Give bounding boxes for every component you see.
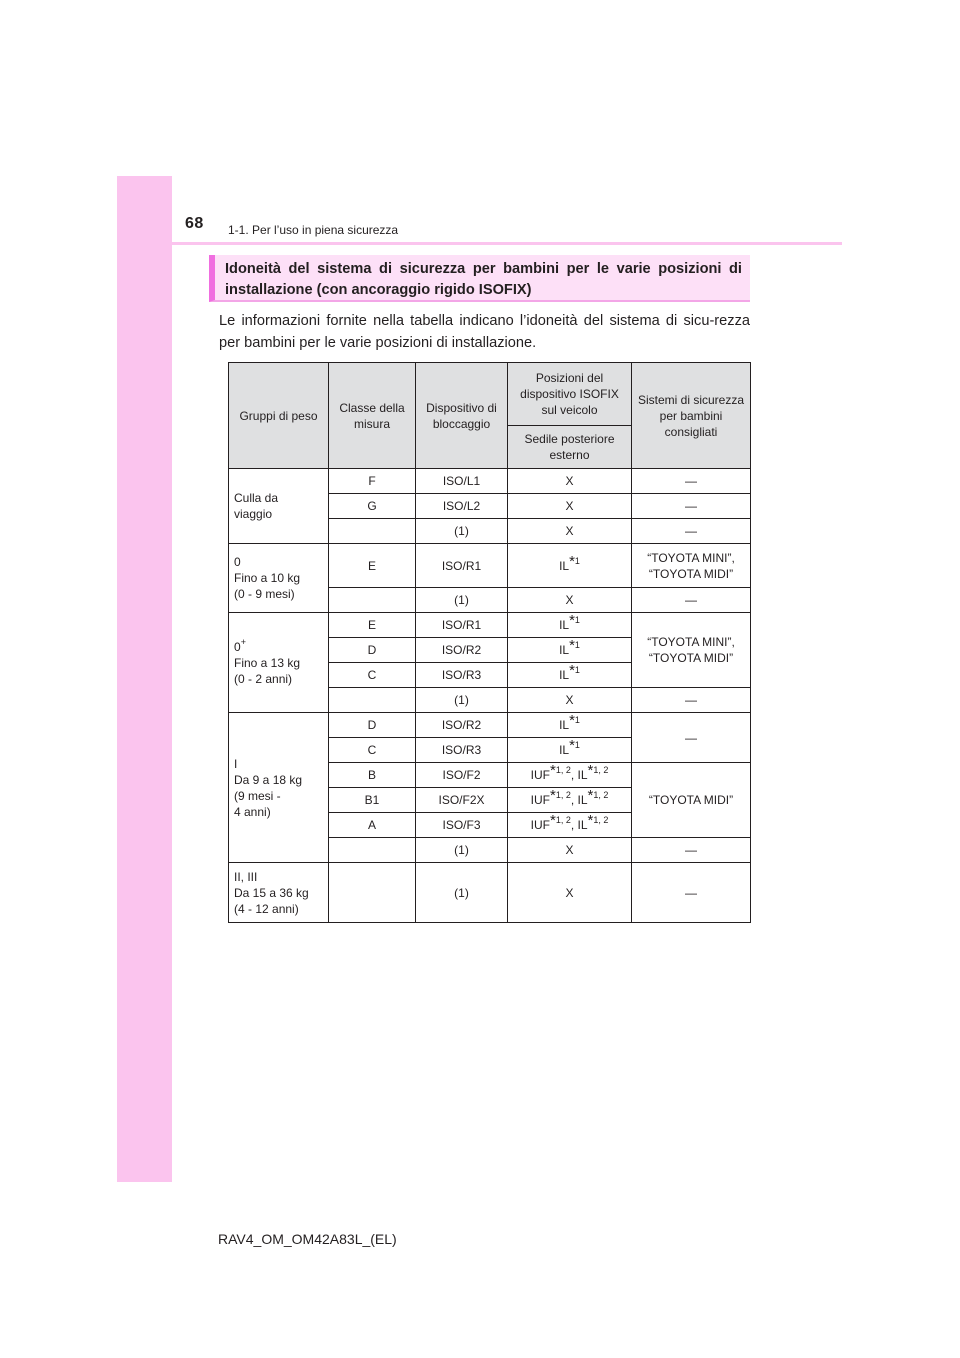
weight-group-0plus: 0+ Fino a 13 kg (0 - 2 anni) (229, 613, 329, 713)
table-row: A ISO/F3 IUF*$^{1, 2}$, IL*$^{1, 2}$ (229, 813, 751, 838)
table-row: (1) X — (229, 588, 751, 613)
weight-group-1: I Da 9 a 18 kg (9 mesi - 4 anni) (229, 713, 329, 863)
table-row: Culla da viaggio F ISO/L1 X — (229, 469, 751, 494)
table-row: C ISO/R3 IL*$^1$ (229, 738, 751, 763)
header-recommended: Sistemi di sicurezza per bambini consigliati (632, 363, 751, 469)
header-weight-group: Gruppi di peso (229, 363, 329, 469)
recommended-group1-dc: — (632, 713, 751, 763)
table-row: (1) X — (229, 688, 751, 713)
recommended-group1-isofix: “TOYOTA MIDI” (632, 763, 751, 838)
table-row: 0+ Fino a 13 kg (0 - 2 anni) E ISO/R1 IL*$^1$ “TOYOTA MINI”, “TOYOTA MIDI” (229, 613, 751, 638)
table-row: I Da 9 a 18 kg (9 mesi - 4 anni) D ISO/R2 IL*$^1$ — (229, 713, 751, 738)
table-row: B1 ISO/F2X IUF*$^{1, 2}$, IL*$^{1, 2}$ (229, 788, 751, 813)
document-code: RAV4_OM_OM42A83L_(EL) (218, 1231, 397, 1247)
table-row: II, III Da 15 a 36 kg (4 - 12 anni) (1) X — (229, 863, 751, 923)
table-row: 0 Fino a 10 kg (0 - 9 mesi) E ISO/R1 IL*$^1$ “TOYOTA MINI”, “TOYOTA MIDI” (229, 544, 751, 588)
header-rear-outboard: Sedile posteriore esterno (508, 426, 632, 469)
table-row: G ISO/L2 X — (229, 494, 751, 519)
section-heading: Idoneità del sistema di sicurezza per bambini per le varie posizioni di installazione (con ancoraggio rigido ISOFIX) (209, 255, 750, 302)
table-row: (1) X — (229, 838, 751, 863)
weight-group-0: 0 Fino a 10 kg (0 - 9 mesi) (229, 544, 329, 613)
recommended-0plus: “TOYOTA MINI”, “TOYOTA MIDI” (632, 613, 751, 688)
table-row: C ISO/R3 IL*$^1$ (229, 663, 751, 688)
header-fixture: Dispositivo di bloccaggio (416, 363, 508, 469)
section-title: 1-1. Per l’uso in piena sicurezza (228, 223, 399, 237)
page-number: 68 (185, 215, 204, 232)
chapter-tab-bar (117, 176, 172, 1182)
isofix-suitability-table (228, 362, 751, 923)
weight-group-carrycot: Culla da viaggio (229, 469, 329, 544)
table-row: (1) X — (229, 519, 751, 544)
header-vehicle-positions: Posizioni del dispositivo ISOFIX sul veicolo (508, 363, 632, 426)
weight-group-2-3: II, III Da 15 a 36 kg (4 - 12 anni) (229, 863, 329, 923)
table-row: B ISO/F2 IUF*$^{1, 2}$, IL*$^{1, 2}$ “TOYOTA MIDI” (229, 763, 751, 788)
table-row: D ISO/R2 IL*$^1$ (229, 638, 751, 663)
intro-paragraph: Le informazioni fornite nella tabella indicano l’idoneità del sistema di sicu-rezza per bambini per le varie posizioni di installazione. (219, 313, 750, 351)
header-rule (117, 242, 842, 245)
header-size-class: Classe della misura (329, 363, 416, 469)
